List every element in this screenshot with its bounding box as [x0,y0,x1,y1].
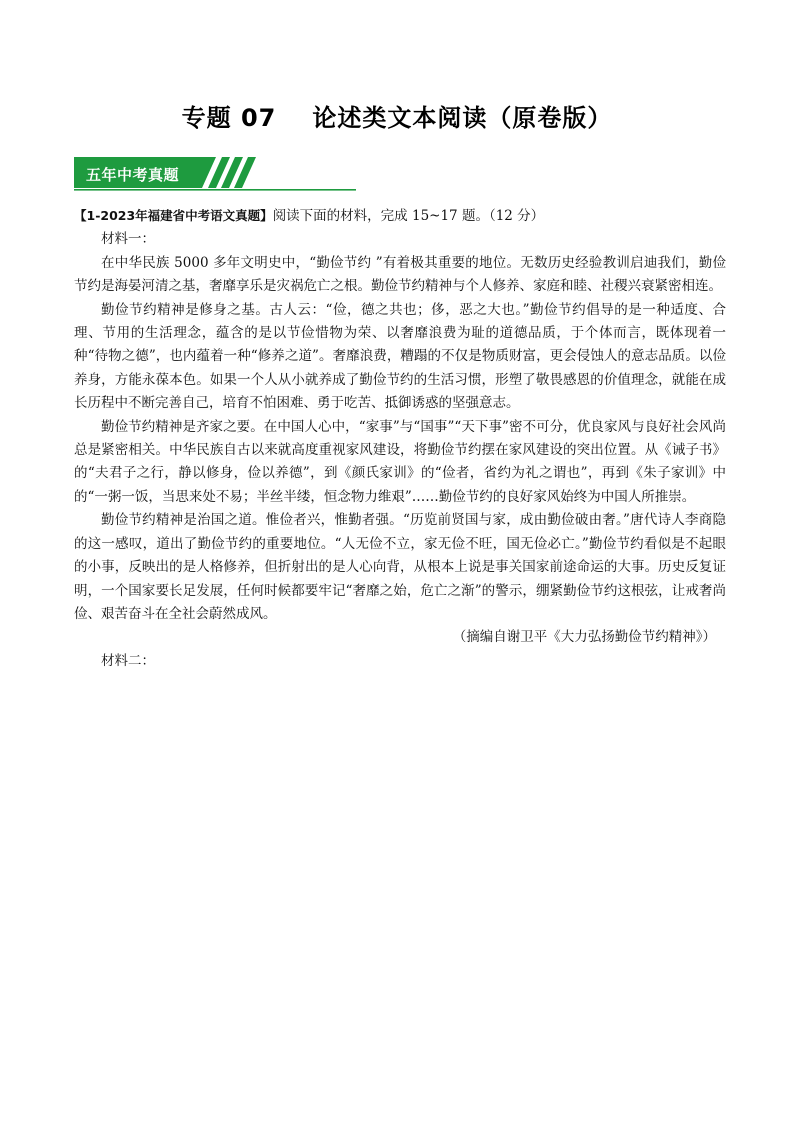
material1-paragraph-4: 勤俭节约精神是治国之道。惟俭者兴，惟勤者强。“历览前贤国与家，成由勤俭破由奢。”唐代诗人李商隐的这一感叹，道出了勤俭节约的重要地位。“人无俭不立，家无俭不旺，国无俭必亡。”勤俭节约看似是不起眼的小事，反映出的是人格修养，但折射出的是人心向背，从根本上说是事关国家前途命运的大事。历史反复证明，一个国家要长足发展，任何时候都要牢记“奢靡之始，危亡之渐”的警示，绷紧勤俭节约这根弦，让戒奢尚俭、艰苦奋斗在全社会蔚然成风。 [74,512,726,622]
material1-paragraph-1: 在中华民族 5000 多年文明史中，“勤俭节约 ”有着极其重要的地位。无数历史经验教训启迪我们，勤俭节约是海晏河清之基，奢靡享乐是灾祸危亡之根。勤俭节约精神与个人修养、家庭和睦、社稷兴衰紧密相连。 [74,254,726,295]
section-header [74,157,356,192]
material1-citation: （摘编自谢卫平《大力弘扬勤俭节约精神》） [452,629,716,646]
question-header [74,204,726,228]
document-body [74,204,726,673]
title-part2: 论述类文本阅读（原卷版） [312,104,613,132]
material1-label: 材料一： [101,231,155,248]
question-instruction: 阅读下面的材料，完成 15~17 题。（12 分） [272,208,545,224]
question-source: 【1-2023年福建省中考语文真题】 [74,208,273,223]
material1-paragraph-2: 勤俭节约精神是修身之基。古人云：“俭，德之共也；侈，恶之大也。”勤俭节约倡导的是一种适度、合理、节用的生活理念，蕴含的是以节俭惜物为荣、以奢靡浪费为耻的道德品质，于个体而言，既体现着一种“待物之德”，也内蕴着一种“修养之道”。奢靡浪费，糟蹋的不仅是物质财富，更会侵蚀人的意志品质。以俭养身，方能永葆本色。如果一个人从小就养成了勤俭节约的生活习惯，形塑了敬畏感恩的价值理念，就能在成长历程中不断完善自己，培育不怕困难、勇于吃苦、抵御诱惑的坚强意志。 [74,301,726,412]
material2-label: 材料二： [101,652,155,669]
material1-paragraph-3: 勤俭节约精神是齐家之要。在中国人心中，“家事”与“国事”“天下事”密不可分，优良家风与良好社会风尚总是紧密相关。中华民族自古以来就高度重视家风建设，将勤俭节约摆在家风建设的突出位置。从《诫子书》的“夫君子之行，静以修身，俭以养德”，到《颜氏家训》的“俭者，省约为礼之谓也”，再到《朱子家训》中的“一粥一饭，当思来处不易；半丝半缕，恒念物力维艰”……勤俭节约的良好家风始终为中国人所推崇。 [74,418,726,505]
title-part1: 专题 07 [181,104,277,132]
page-title [0,98,794,133]
section-label: 五年中考真题 [86,166,180,184]
